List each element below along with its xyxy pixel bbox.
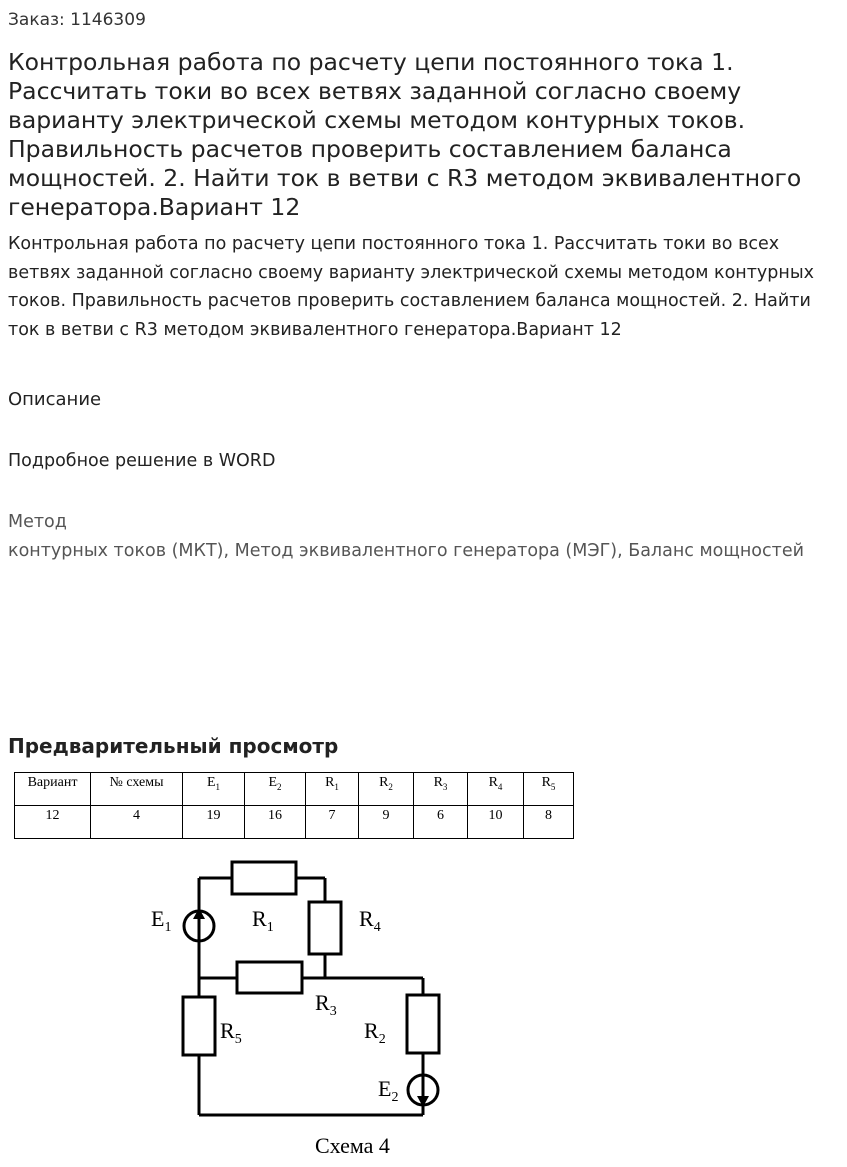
header-cell: $R_1$ — [306, 773, 359, 806]
solution-note: Подробное решение в WORD — [8, 451, 276, 471]
header-cell: $E_1$ — [183, 773, 245, 806]
resistor-r4 — [309, 902, 341, 954]
label-r5: $R_5$ — [220, 1018, 242, 1047]
method-block — [8, 508, 838, 565]
preview-heading: Предварительный просмотр — [8, 734, 339, 758]
table-cell: 8 — [524, 806, 574, 839]
resistor-r3 — [237, 962, 302, 993]
label-r2: $R_2$ — [364, 1018, 386, 1047]
source-e1-icon — [184, 908, 214, 941]
table-cell: 9 — [359, 806, 414, 839]
table-cell: 4 — [91, 806, 183, 839]
description-section-label: Описание — [8, 389, 102, 410]
header-cell: Вариант — [15, 773, 91, 806]
table-cell: 10 — [468, 806, 524, 839]
table-cell: 16 — [245, 806, 306, 839]
header-cell: $R_3$ — [414, 773, 468, 806]
resistor-r2 — [407, 995, 439, 1053]
label-r1: $R_1$ — [252, 906, 274, 935]
variant-table — [14, 772, 574, 839]
description-text: Контрольная работа по расчету цепи постоянного тока 1. Рассчитать токи во всех ветвях заданной согласно своему варианту электрической схемы методом контурных токов. Правильность расчетов проверить составлением баланса мощностей. 2. Найти ток в ветви с R3 методом эквивалентного генератора.Вариант 12 — [8, 234, 815, 340]
header-cell: $E_2$ — [245, 773, 306, 806]
label-e1: $E_1$ — [151, 906, 172, 935]
variant-table-row — [15, 806, 574, 839]
order-number: Заказ: 1146309 — [8, 10, 146, 30]
circuit-schematic — [140, 852, 460, 1162]
method-label: Метод — [8, 512, 67, 532]
table-cell: 7 — [306, 806, 359, 839]
schematic-caption: Схема 4 — [315, 1133, 390, 1158]
resistor-r5 — [183, 997, 215, 1055]
header-cell: $R_5$ — [524, 773, 574, 806]
resistor-r1 — [232, 862, 296, 894]
source-e2-icon — [408, 1075, 438, 1107]
method-text: контурных токов (МКТ), Метод эквивалентного генератора (МЭГ), Баланс мощностей — [8, 540, 804, 561]
header-cell: $R_4$ — [468, 773, 524, 806]
table-cell: 12 — [15, 806, 91, 839]
label-r3: $R_3$ — [315, 990, 337, 1019]
label-e2: $E_2$ — [378, 1076, 399, 1105]
table-cell: 6 — [414, 806, 468, 839]
table-cell: 19 — [183, 806, 245, 839]
header-cell: № схемы — [91, 773, 183, 806]
label-r4: $R_4$ — [359, 906, 381, 935]
page-title: Контрольная работа по расчету цепи постоянного тока 1. Рассчитать токи во всех ветвях заданной согласно своему варианту электрической схемы методом контурных токов. Правильность расчетов проверить составлением баланса мощностей. 2. Найти ток в ветви с R3 методом эквивалентного генератора.Вариант 12 — [8, 48, 802, 221]
variant-table-header-row — [15, 773, 574, 806]
header-cell: $R_2$ — [359, 773, 414, 806]
